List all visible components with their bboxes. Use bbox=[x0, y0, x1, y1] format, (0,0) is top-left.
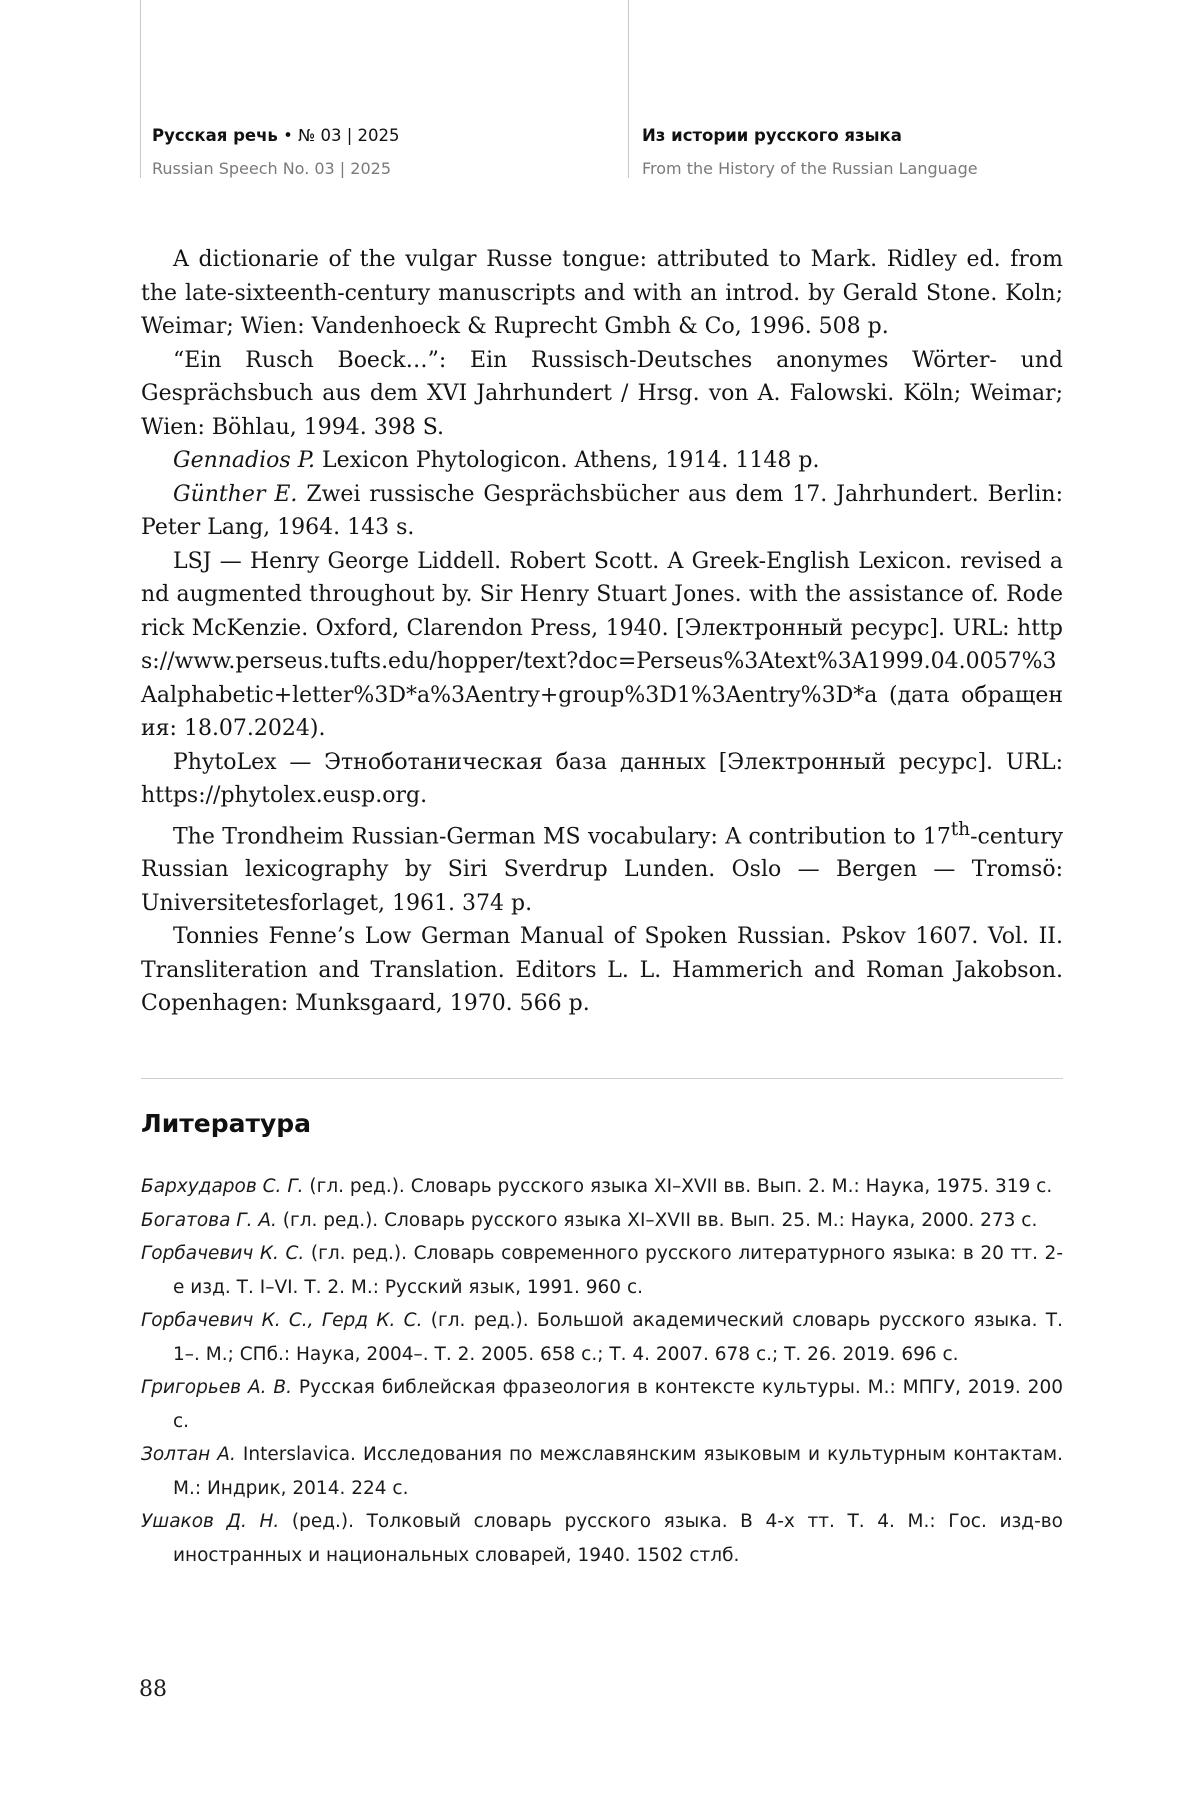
journal-issue: № 03 | 2025 bbox=[298, 126, 400, 145]
literature-author: Ушаков Д. Н. bbox=[141, 1511, 280, 1532]
literature-entry: Горбачевич К. С. (гл. ред.). Словарь современного русского литературного языка: в 20 тт. 2-е изд. Т. I–VI. Т. 2. М.: Русский язык, 1991. 960 с. bbox=[141, 1243, 1063, 1298]
source-entry: LSJ — Henry George Liddell. Robert Scott. A Greek-English Lexicon. revised and augmented throughout by. Sir Henry Stuart Jones. with the assistance of. Roderick McKenzie. Oxford, Clarendon Press, 1940. [Электронный ресурс]. URL: https://www.perseus.tufts.edu/hopper/text?doc=Perseus%3Atext%3A1999.04.0057%3Aalphabetic+letter%3D*a%3Aentry+group%3D1%3Aentry%3D*a (дата обращения: 18.07.2024). bbox=[141, 548, 1063, 741]
sources-list bbox=[141, 243, 1063, 1021]
literature-author: Золтан А. bbox=[141, 1444, 236, 1465]
source-entry: A dictionarie of the vulgar Russe tongue: attributed to Mark. Ridley ed. from the late-sixteenth-century manuscripts and with an introd. by Gerald Stone. Koln; Weimar; Wien: Vandenhoeck & Ruprecht Gmbh & Co, 1996. 508 p. bbox=[141, 247, 1063, 339]
superscript: th bbox=[950, 818, 971, 840]
running-header-section bbox=[642, 124, 978, 181]
source-entry: Tonnies Fenne’s Low German Manual of Spoken Russian. Pskov 1607. Vol. II. Transliteration and Translation. Editors L. L. Hammerich and Roman Jakobson. Copenhagen: Munksgaard, 1970. 566 p. bbox=[141, 924, 1063, 1017]
source-author: Günther E. bbox=[173, 481, 298, 507]
literature-author: Горбачевич К. С. bbox=[141, 1243, 305, 1264]
source-author: Gennadios P. bbox=[173, 448, 316, 473]
source-entry: Gennadios P. Lexicon Phytologicon. Athens, 1914. 1148 p. bbox=[173, 448, 820, 473]
literature-entry: Ушаков Д. Н. (ред.). Толковый словарь русского языка. В 4-х тт. Т. 4. М.: Гос. изд-во иностранных и национальных словарей, 1940. 1502 стлб. bbox=[141, 1511, 1063, 1566]
source-entry: The Trondheim Russian-German MS vocabulary: A contribution to 17th-century Russian lexicography by Siri Sverdrup Lunden. Oslo — Bergen — Tromsö: Universitetesforlaget, 1961. 374 p. bbox=[141, 818, 1063, 916]
source-entry: Günther E. Zwei russische Gesprächsbücher aus dem 17. Jahrhundert. Berlin: Peter Lang, 1964. 143 s. bbox=[141, 481, 1063, 540]
journal-title: Русская речь bbox=[152, 126, 278, 145]
source-entry: “Ein Rusch Boeck…”: Ein Russisch-Deutsches anonymes Wörter- und Gesprächsbuch aus dem XVI Jahrhundert / Hrsg. von A. Falowski. Köln; Weimar; Wien: Böhlau, 1994. 398 S. bbox=[141, 347, 1063, 440]
literature-entry: Григорьев А. В. Русская библейская фразеология в контексте культуры. М.: МПГУ, 2019. 200 с. bbox=[141, 1377, 1063, 1432]
section-divider bbox=[141, 1078, 1063, 1079]
literature-entry: Бархударов С. Г. (гл. ред.). Словарь русского языка XI–XVII вв. Вып. 2. М.: Наука, 1975. 319 с. bbox=[141, 1176, 1053, 1197]
literature-entry: Богатова Г. А. (гл. ред.). Словарь русского языка XI–XVII вв. Вып. 25. М.: Наука, 2000. 273 с. bbox=[141, 1209, 1038, 1231]
header-divider-left bbox=[140, 0, 141, 178]
literature-author: Богатова Г. А. bbox=[141, 1209, 277, 1231]
literature-author: Горбачевич К. С., Герд К. С. bbox=[141, 1310, 423, 1331]
journal-line: Русская речь • № 03 | 2025 bbox=[152, 126, 400, 145]
literature-author: Бархударов С. Г. bbox=[141, 1176, 304, 1197]
literature-entry: Золтан А. Interslavica. Исследования по межславянским языковым и культурным контактам. М.: Индрик, 2014. 224 с. bbox=[141, 1444, 1063, 1499]
literature-heading: Литература bbox=[141, 1109, 312, 1138]
literature-list bbox=[141, 1170, 1063, 1572]
header-divider-middle bbox=[628, 0, 629, 178]
running-header-journal bbox=[152, 124, 400, 181]
page-number: 88 bbox=[139, 1677, 167, 1702]
section-title: Из истории русского языка bbox=[642, 126, 902, 145]
section-title-english: From the History of the Russian Language bbox=[642, 159, 978, 178]
source-entry: PhytoLex — Этноботаническая база данных [Электронный ресурс]. URL: https://phytolex.eusp.org. bbox=[141, 749, 1063, 808]
literature-author: Григорьев А. В. bbox=[141, 1377, 292, 1398]
journal-title-english: Russian Speech No. 03 | 2025 bbox=[152, 159, 391, 178]
literature-entry: Горбачевич К. С., Герд К. С. (гл. ред.). Большой академический словарь русского языка. Т. 1–. М.; СПб.: Наука, 2004–. Т. 2. 2005. 658 с.; Т. 4. 2007. 678 с.; Т. 26. 2019. 696 с. bbox=[141, 1310, 1063, 1365]
